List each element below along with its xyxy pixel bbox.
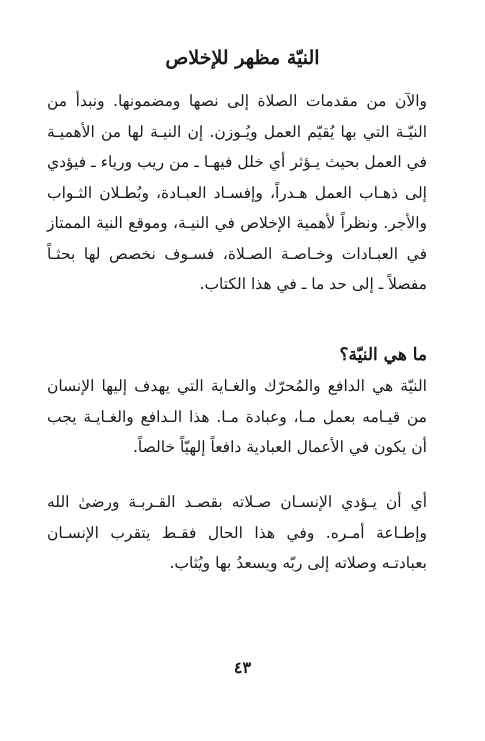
section-heading: ما هي النيّة؟ — [339, 345, 427, 365]
page-number: ٤٣ — [233, 658, 252, 677]
intro-paragraph: والآن من مقدمات الصلاة إلى نصها ومضمونها. ونبدأ من النيّـة التي بها يُقيّم العمل ويُـوزن. إن النيـة لها من الأهميـة في العمل بحيث يـؤثر أي خلل فيهـا ـ من ريب ورياء ـ فيؤدي إلى ذهـاب العمل هـدراً، وإفسـاد العبـادة، وبُطـلان الثـواب والأجر. ونظراً لأهمية الإخلاص في النيـة، وموقع النية الممتاز في العبـادات وخـاصـة الصـلاة، فسـوف نخصص لها بحثـاً مفصلاً ـ إلى حد ما ـ في هذا الكتاب. — [47, 92, 427, 293]
chapter-title: النيّة مظهر للإخلاص — [165, 47, 320, 69]
definition-paragraph: النيّة هي الدافع والمُحرّك والغـاية التي يهدف إليها الإنسان من قيـامه بعمل مـا، وعبادة مـا. هذا الـدافع والغـايـة يجب أن يكون في الأعمال العبادية دافعاً إلهيّاً خالصاً. — [47, 377, 427, 456]
closing-paragraph: أي أن يـؤدي الإنسـان صـلاته بقصـد القـربـة ورضىٰ الله وإطـاعة أمـره. وفي هذا الحال فقـط يتقرب الإنسـان بعبادتـه وصلاته إلى ربّه ويسعدُ بها ويُثاب. — [47, 493, 427, 572]
